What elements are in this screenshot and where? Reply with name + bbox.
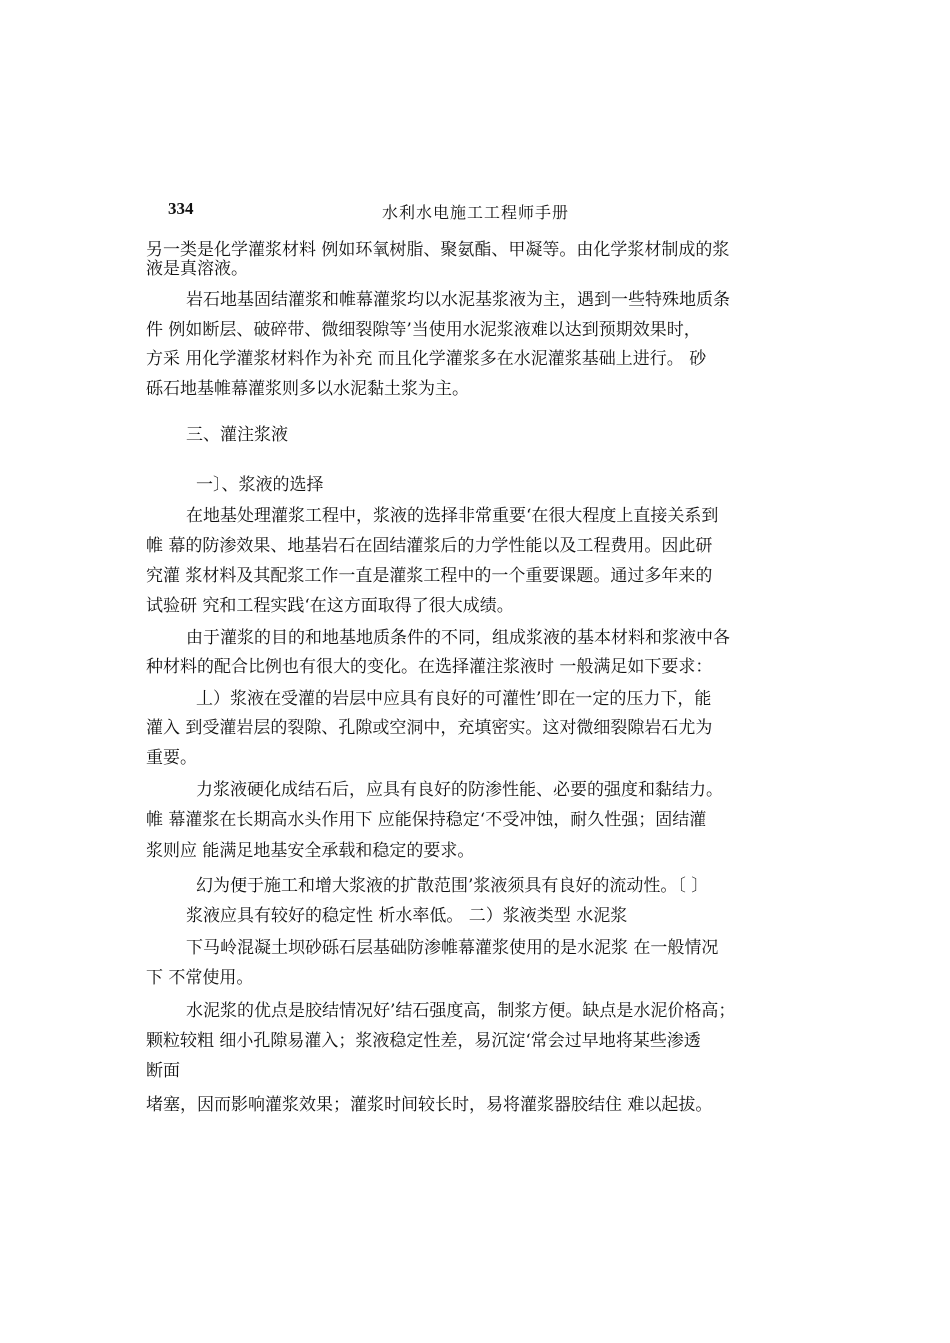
page-number: 334 — [168, 199, 194, 218]
text-line: 重要。 — [146, 748, 197, 768]
text-line: 方采 用化学灌浆材料作为补充 而且化学灌浆多在水泥灌浆基础上进行。 砂 — [146, 349, 707, 369]
subsection-heading: 一〕、浆液的选择 — [196, 475, 324, 495]
text-line: 力浆液硬化成结石后，应具有良好的防渗性能、必要的强度和黏结力。 — [196, 780, 723, 800]
text-line: 液是真溶液。 — [146, 259, 248, 279]
text-line: 种材料的配合比例也有很大的变化。在选择灌注浆液时 一般满足如下要求： — [146, 657, 713, 677]
text-line: 断面 — [146, 1061, 180, 1081]
text-line: 下 不常使用。 — [146, 968, 254, 988]
text-line: 试验研 究和工程实践‘在这方面取得了很大成绩。 — [146, 596, 514, 616]
text-line: 件 例如断层、破碎带、微细裂隙等’当使用水泥浆液难以达到预期效果时， — [146, 320, 701, 340]
text-line: 究灌 浆材料及其配浆工作一直是灌浆工程中的一个重要课题。通过多年来的 — [146, 566, 713, 586]
text-line: 灌入 到受灌岩层的裂隙、孔隙或空洞中，充填密实。这对微细裂隙岩石尤为 — [146, 718, 713, 738]
text-line: 岩石地基固结灌浆和帷幕灌浆均以水泥基浆液为主，遇到一些特殊地质条 — [186, 290, 730, 310]
text-line: 由于灌浆的目的和地基地质条件的不同，组成浆液的基本材料和浆液中各 — [186, 628, 730, 648]
text-line: 帷 幕灌浆在长期高水头作用下 应能保持稳定‘不受冲蚀，耐久性强；固结灌 — [146, 810, 707, 830]
text-line: 颗粒较粗 细小孔隙易灌入；浆液稳定性差，易沉淀‘常会过早地将某些渗透 — [146, 1031, 701, 1051]
text-line: 在地基处理灌浆工程中，浆液的选择非常重要‘在很大程度上直接关系到 — [186, 506, 719, 526]
text-line: 丄）浆液在受灌的岩层中应具有良好的可灌性’即在一定的压力下，能 — [196, 689, 712, 709]
text-line: 帷 幕的防渗效果、地基岩石在固结灌浆后的力学性能以及工程费用。因此研 — [146, 536, 713, 556]
section-heading: 三、灌注浆液 — [186, 425, 288, 445]
text-line: 另一类是化学灌浆材料 例如环氧树脂、聚氨酯、甲凝等。由化学浆材制成的浆 — [146, 240, 730, 260]
text-line: 砾石地基帷幕灌浆则多以水泥黏土浆为主。 — [146, 379, 469, 399]
book-title: 水利水电施工工程师手册 — [382, 203, 570, 222]
text-line: 浆液应具有较好的稳定性 析水率低。 二）浆液类型 水泥浆 — [186, 906, 628, 926]
text-line: 浆则应 能满足地基安全承载和稳定的要求。 — [146, 841, 475, 861]
text-line: 下马岭混凝土坝砂砾石层基础防渗帷幕灌浆使用的是水泥浆 在一般情况 — [186, 938, 719, 958]
text-line: 水泥浆的优点是胶结情况好’结石强度高，制浆方便。缺点是水泥价格高； — [186, 1001, 736, 1021]
text-line: 堵塞，因而影响灌浆效果；灌浆时间较长时，易将灌浆器胶结住 难以起拔。 — [146, 1095, 713, 1115]
text-line: 幻为便于施工和增大浆液的扩散范围’浆液须具有良好的流动性。〔 〕 — [196, 876, 709, 896]
